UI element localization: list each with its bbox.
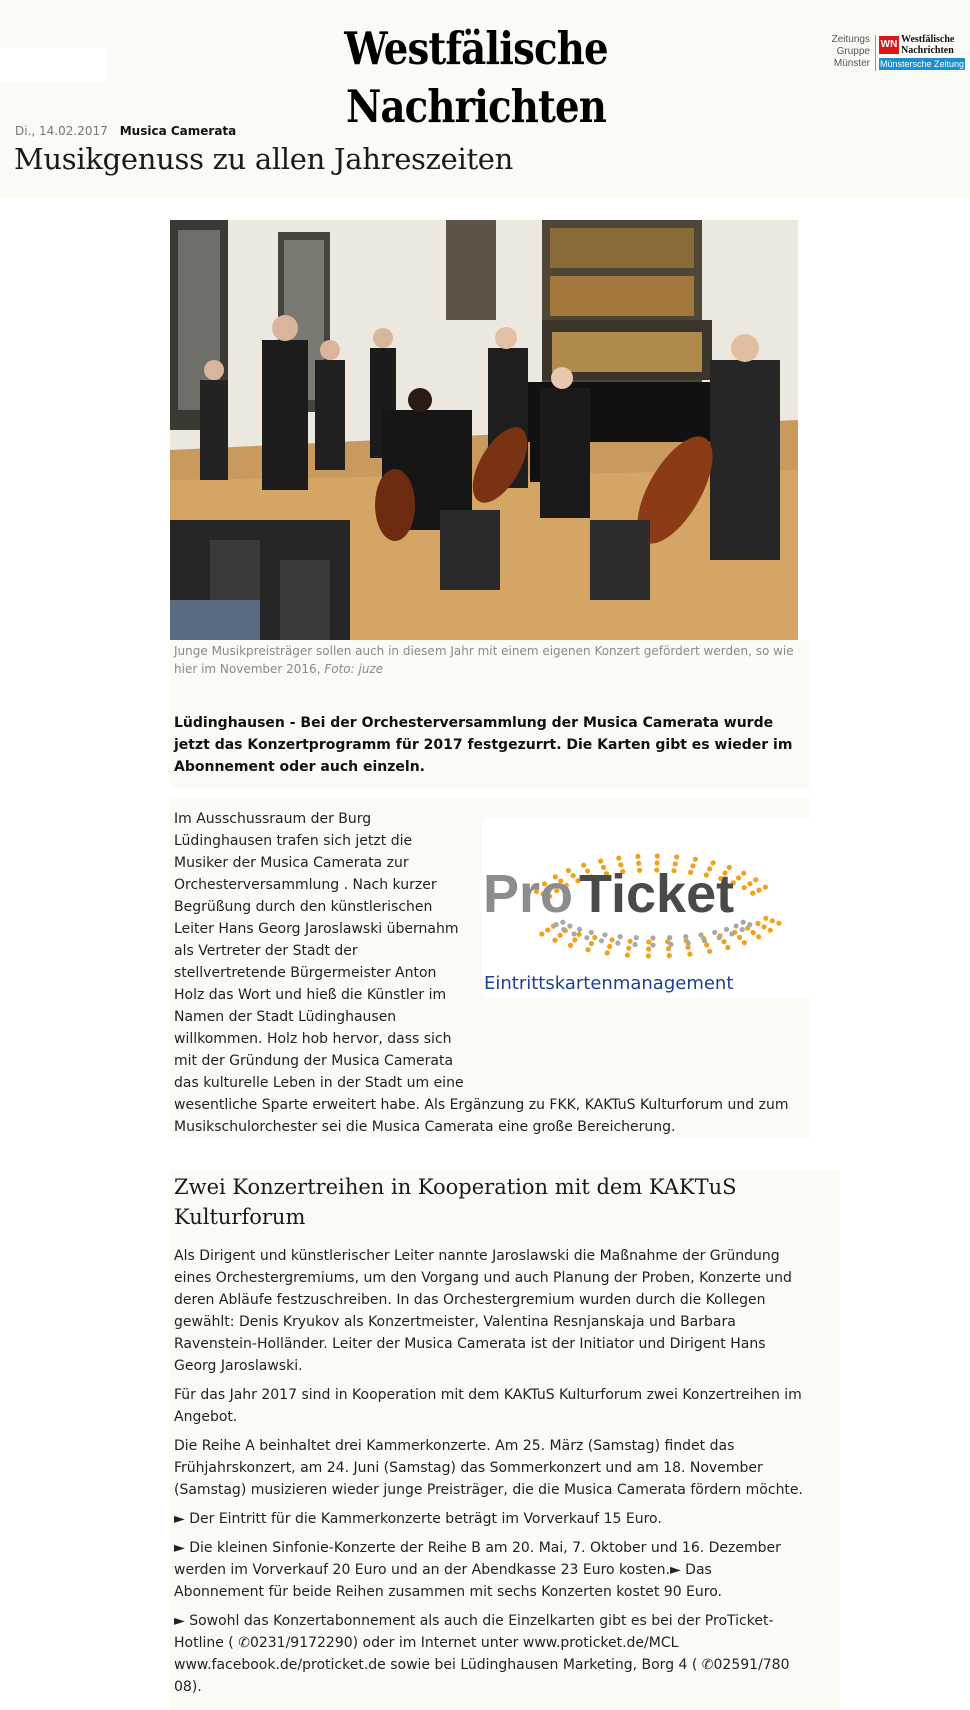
group-logo-text: Zeitungs Gruppe Münster <box>831 34 870 69</box>
section-paragraph: Als Dirigent und künstlerischer Leiter nannte Jaroslawski die Maßnahme der Gründung eines Orchestergremiums, um den Vorgang und auch Planung der Proben, Konzerte und deren Abläufe festzuschreiben. In das Orchestergremium wurden durch die Kollegen gewählt: Denis Kryukov als Konzertmeister, Valentina Resnjanskaja und Barbara Ravenstein-Holländer. Leiter der Musica Camerata ist der Initiator und Dirigent Hans Georg Jaroslawski. <box>174 1248 792 1374</box>
wn-sub-brand: Münstersche Zeitung <box>879 59 965 69</box>
concert-photo <box>170 220 798 640</box>
publisher-group-logo[interactable] <box>822 34 964 74</box>
caption-lead-area <box>170 640 810 788</box>
proticket-brand-pro: Pro <box>483 864 574 924</box>
proticket-brand-ticket: Ticket <box>579 864 735 924</box>
article-lead: Lüdinghausen - Bei der Orchesterversammlung der Musica Camerata wurde jetzt das Konzertprogramm für 2017 festgezurrt. Die Karten gibt es wieder im Abonnement oder auch einzeln. <box>174 715 793 775</box>
proticket-tagline: Eintrittskartenmanagement <box>484 973 734 994</box>
article-headline: Musikgenuss zu allen Jahreszeiten <box>14 142 514 176</box>
wn-brand-name: Westfälische Nachrichten <box>901 34 955 56</box>
section-paragraph: ► Der Eintritt für die Kammerkonzerte beträgt im Vorverkauf 15 Euro. <box>174 1511 662 1527</box>
article-section-concert-series <box>170 1170 840 1710</box>
section-paragraph: ► Sowohl das Konzertabonnement als auch die Einzelkarten gibt es bei der ProTicket-Hotline ( ✆0231/9172290) oder im Internet unter www.proticket.de/MCL www.facebook.de/proticket.de sowie bei Lüdinghausen Marketing, Borg 4 ( ✆02591/780 08). <box>174 1613 790 1695</box>
site-header <box>0 0 970 198</box>
photo-credit: Foto: juze <box>324 662 384 676</box>
photo-caption <box>174 642 804 678</box>
caption-text: Junge Musikpreisträger sollen auch in diesem Jahr mit einem eigenen Konzert gefördert werden, so wie hier im November 2016, <box>174 644 794 676</box>
wn-badge: WN <box>879 36 899 54</box>
body-intro-text: Im Ausschussraum der Burg Lüdinghausen trafen sich jetzt die Musiker der Musica Camerata zur Orchesterversammlung . Nach kurzer Begrüßung durch den künstlerischen Leiter Hans Georg Jaroslawski übernahm als Vertreter der Stadt der stellvertretende Bürgermeister Anton Holz das Wort und hieß die Künstler im Namen der Stadt Lüdinghausen willkommen. Holz hob hervor, dass sich mit der Gründung der Musica Camerata das kulturelle Leben in der Stadt um eine wesentliche Sparte erweitert habe. Als Ergänzung zu FKK, KAKTuS Kulturforum und zum Musikschulorchester sei die Musica Camerata eine große Bereicherung. <box>174 811 789 1135</box>
header-blank-area <box>0 48 107 82</box>
section-subheading: Zwei Konzertreihen in Kooperation mit dem KAKTuS Kulturforum <box>174 1175 737 1229</box>
section-paragraphs <box>174 1245 804 1705</box>
article-meta <box>15 124 236 138</box>
section-paragraph: Für das Jahr 2017 sind in Kooperation mit dem KAKTuS Kulturforum zwei Konzertreihen im Angebot. <box>174 1387 802 1425</box>
proticket-ad[interactable] <box>483 818 823 998</box>
section-paragraph: Die Reihe A beinhaltet drei Kammerkonzerte. Am 25. März (Samstag) findet das Frühjahrskonzert, am 24. Juni (Samstag) das Sommerkonzert und am 18. November (Samstag) musizieren wieder junge Preisträger, die die Musica Camerata fördern möchte. <box>174 1438 803 1498</box>
group-logo-divider <box>875 35 876 71</box>
article-kicker: Musica Camerata <box>119 124 237 138</box>
article-date: Di., 14.02.2017 <box>15 124 108 138</box>
section-paragraph: ► Die kleinen Sinfonie-Konzerte der Reihe B am 20. Mai, 7. Oktober und 16. Dezember werden im Vorverkauf 20 Euro und an der Abendkasse 23 Euro kosten.► Das Abonnement für beide Reihen zusammen mit sechs Konzerten kostet 90 Euro. <box>174 1540 781 1600</box>
masthead-logo[interactable]: Westfälische Nachrichten <box>344 22 608 133</box>
